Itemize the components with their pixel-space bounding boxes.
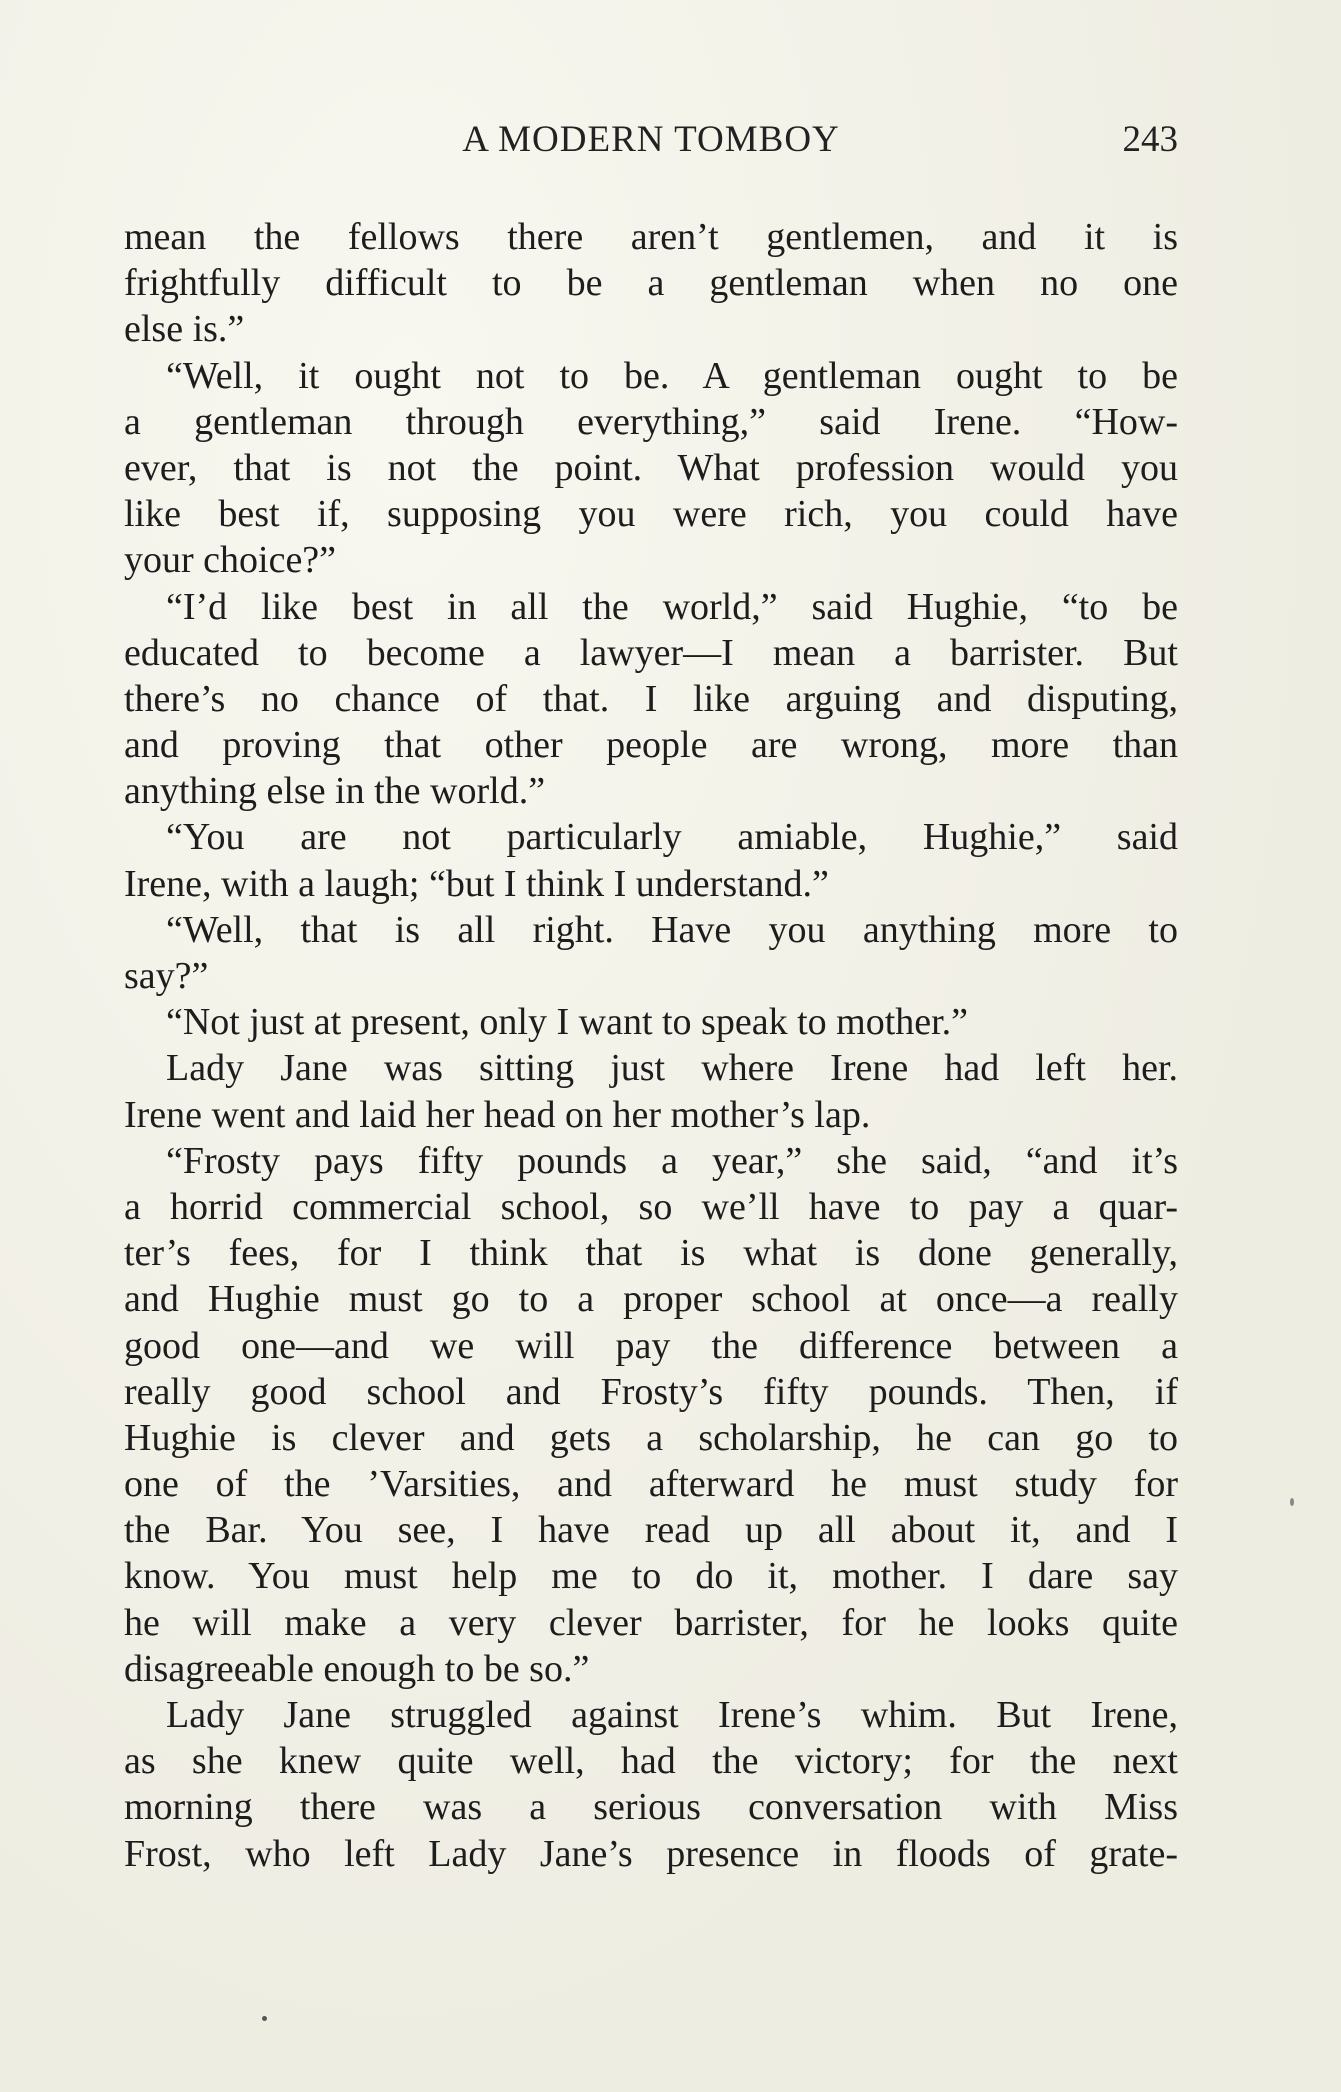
text-line: Lady Jane was sitting just where Irene had left her. <box>166 1047 1178 1090</box>
text-line: one of the ’Varsities, and afterward he must study for <box>124 1463 1178 1506</box>
text-line: the Bar. You see, I have read up all about it, and I <box>124 1509 1178 1552</box>
text-line: really good school and Frosty’s fifty pounds. Then, if <box>124 1370 1178 1413</box>
text-line: “I’d like best in all the world,” said Hughie, “to be <box>166 585 1178 628</box>
text-line: disagreeable enough to be so.” <box>124 1647 590 1690</box>
text-line: “You are not particularly amiable, Hughie,” said <box>166 816 1178 859</box>
body-text <box>124 214 1178 1877</box>
text-line: Frost, who left Lady Jane’s presence in floods of grate- <box>124 1832 1178 1875</box>
text-line: and proving that other people are wrong, more than <box>124 724 1178 767</box>
text-line: ter’s fees, for I think that is what is done generally, <box>124 1232 1178 1275</box>
text-line: your choice?” <box>124 539 337 582</box>
text-line: Irene went and laid her head on her mother’s lap. <box>124 1093 871 1136</box>
text-line: educated to become a lawyer—I mean a barrister. But <box>124 631 1178 674</box>
text-line: morning there was a serious conversation with Miss <box>124 1786 1178 1829</box>
ink-speck <box>262 2016 267 2021</box>
text-line: frightfully difficult to be a gentleman when no one <box>124 262 1178 305</box>
text-line: say?” <box>124 955 209 997</box>
running-title: A MODERN TOMBOY <box>462 119 840 160</box>
text-line: anything else in the world.” <box>124 770 546 813</box>
text-line: as she knew quite well, had the victory; for the next <box>124 1740 1178 1783</box>
text-line: there’s no chance of that. I like arguing and disputing, <box>124 677 1178 720</box>
page-number: 243 <box>1122 119 1178 160</box>
text-line: a gentleman through everything,” said Irene. “How- <box>124 400 1178 443</box>
text-line: and Hughie must go to a proper school at once—a really <box>124 1278 1178 1321</box>
running-head <box>124 118 1178 168</box>
text-line: “Not just at present, only I want to speak to mother.” <box>166 1001 969 1044</box>
text-line: “Well, it ought not to be. A gentleman ought to be <box>166 354 1178 397</box>
text-line: “Frosty pays fifty pounds a year,” she said, “and it’s <box>166 1139 1178 1182</box>
text-line: Irene, with a laugh; “but I think I understand.” <box>124 862 829 905</box>
text-line: Hughie is clever and gets a scholarship, he can go to <box>124 1416 1178 1459</box>
text-line: else is.” <box>124 308 245 351</box>
text-line: know. You must help me to do it, mother. I dare say <box>124 1555 1178 1598</box>
text-line: “Well, that is all right. Have you anything more to <box>166 908 1178 951</box>
text-line: he will make a very clever barrister, for he looks quite <box>124 1601 1178 1644</box>
text-line: ever, that is not the point. What profession would you <box>124 446 1178 489</box>
text-line: good one—and we will pay the difference between a <box>124 1324 1178 1367</box>
text-line: a horrid commercial school, so we’ll have to pay a quar- <box>124 1185 1178 1228</box>
text-line: mean the fellows there aren’t gentlemen, and it is <box>124 216 1178 258</box>
text-line: Lady Jane struggled against Irene’s whim. But Irene, <box>166 1694 1178 1736</box>
text-line: like best if, supposing you were rich, you could have <box>124 493 1178 536</box>
ink-speck <box>1290 1498 1294 1506</box>
